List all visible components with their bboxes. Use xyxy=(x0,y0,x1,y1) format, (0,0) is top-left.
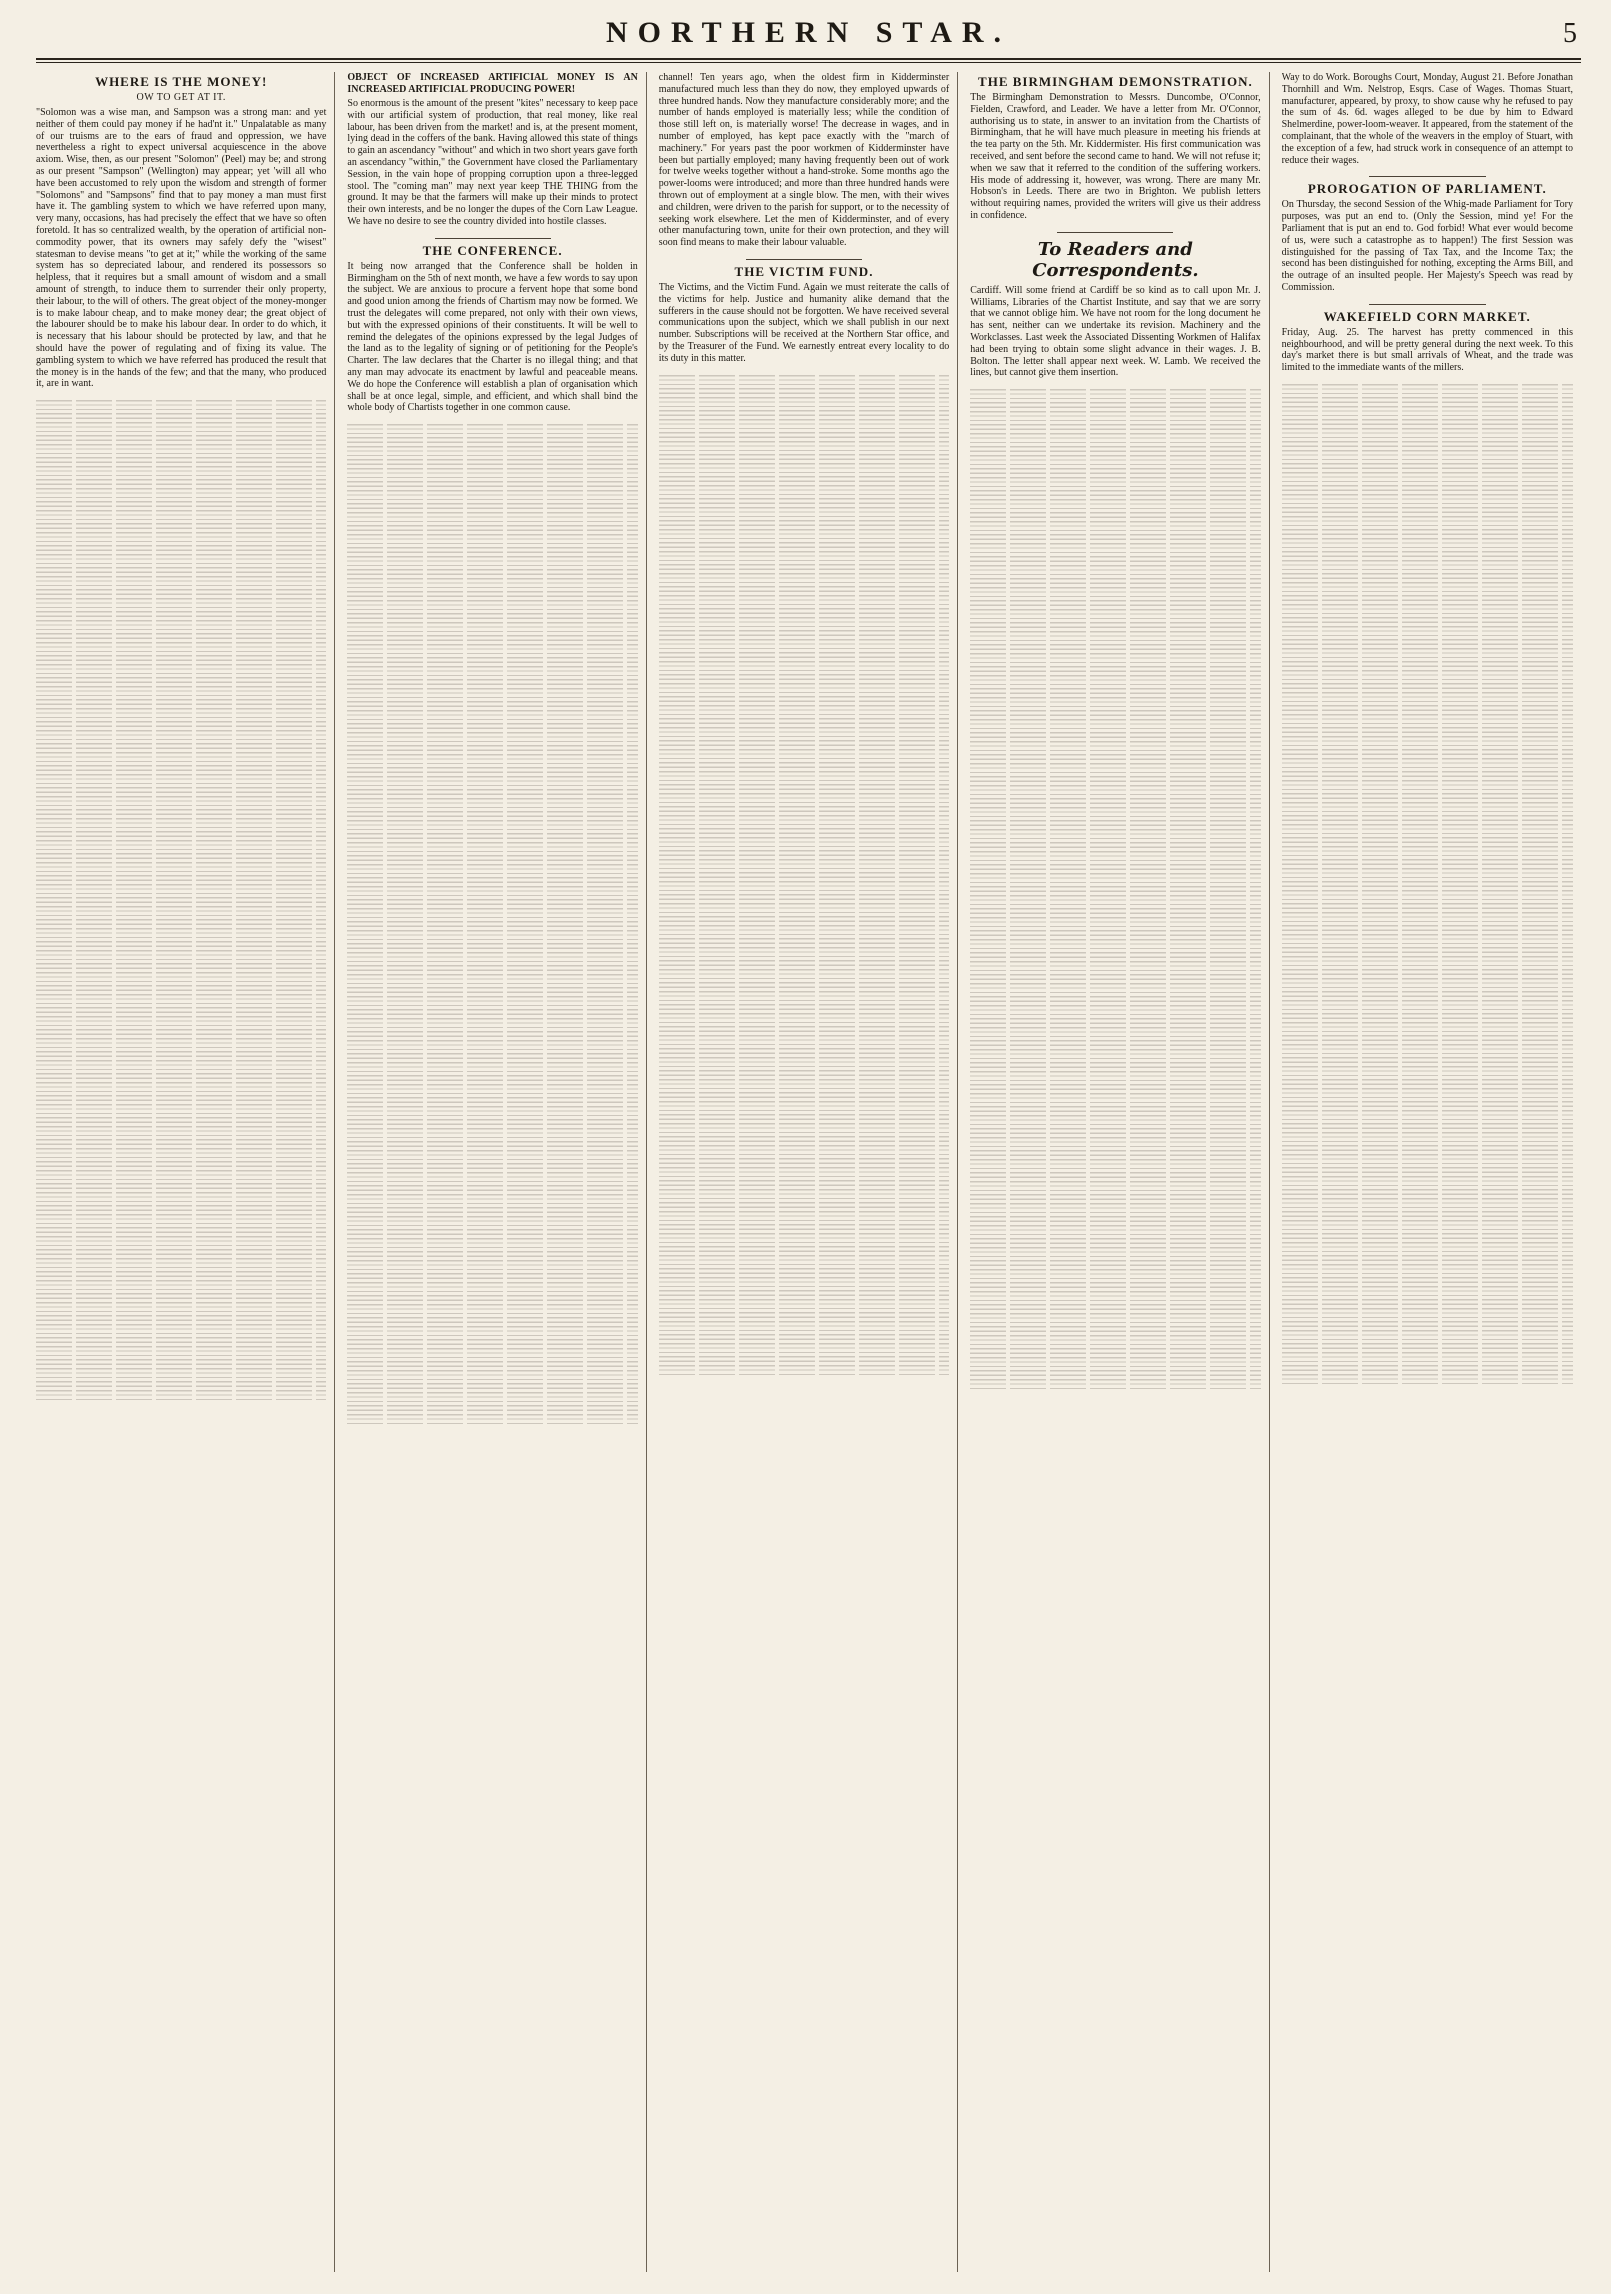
column-text-continuation xyxy=(347,424,637,1424)
article-subhead: OW TO GET AT IT. xyxy=(136,92,226,103)
article-body: Friday, Aug. 25. The harvest has pretty commenced in this neighbourhood, and will be pretty general during the next week. To this day's market there is but small arrivals of Wheat, and the trade was limited to the immediate wants of the millers. xyxy=(1281,326,1573,374)
article xyxy=(659,72,949,249)
masthead-rule xyxy=(36,58,1581,60)
divider xyxy=(435,238,551,239)
column-text-continuation xyxy=(1282,384,1573,1384)
article-body: Way to do Work. Boroughs Court, Monday, August 21. Before Jonathan Thornhill and Wm. Nelstrop, Esqrs. Case of Wages. Thomas Stuart, manufacturer, appeared, by proxy, to show cause why he refused to pay the sum of 4s. 6d. wages alleged to be due by him to Edward Shelmerdine, power-loom-weaver. It appeared, from the statement of the complainant, that the whole of the weavers in the employ of Stuart, with the exception of a few, had struck work in consequence of an attempt to reduce their wages. xyxy=(1281,72,1573,166)
article-body: It being now arranged that the Conference shall be holden in Birmingham on the 5th of next month, we have a few words to say upon the subject. We are anxious to procure a fervent hope that some bond and good union among the friends of Chartism may now be formed. We trust the delegates will come prepared, not only with their own views, but with the expressed opinions of their constituents. It will be well to remind the delegates of the opinions expressed by the legal Judges of the land as to the legality of signing or of petitioning for the People's Charter. The law declares that the Charter is no illegal thing; and that any man may advocate its enactment by lawful and peaceable means. We do hope the Conference will establish a plan of organisation which shall be at once legal, simple, and efficient, and which shall bind the whole body of Chartists together in one common cause. xyxy=(347,260,638,414)
article-body: Cardiff. Will some friend at Cardiff be so kind as to call upon Mr. J. Williams, Libraries of the Chartist Institute, and say that we are sorry that we cannot oblige him. We have not room for the long document he has sent, neither can we undertake its revision. Machinery and the Workclasses. Last week the Associated Dissenting Workmen of Halifax had been trying to obtain some slight advance in their wages. J. B. Bolton. The letter shall appear next week. W. Lamb. We received the lines, but cannot give them insertion. xyxy=(970,284,1261,379)
article-body: On Thursday, the second Session of the Whig-made Parliament for Tory purposes, was put an end to. (Only the Session, mind ye! For the Parliament that is put an end to. God forbid! What ever would become of us, were such a catastrophe as to happen!) The first Session was distinguished for the passing of Tax Tax, and the Income Tax; the second has been distinguished for nothing, excepting the Arms Bill, and the outrage of an insulted people. Her Majesty's Speech was read by Commission. xyxy=(1281,199,1573,293)
article xyxy=(970,239,1260,379)
column-2 xyxy=(347,72,646,2272)
column-text-continuation xyxy=(659,375,949,1375)
column-5 xyxy=(1282,72,1581,2272)
article-body: channel! Ten years ago, when the oldest firm in Kidderminster manufactured much less than they do now, they employed upwards of three hundred hands. Now they manufacture considerably more; and the number of hands employed is materially less; while the condition of those still left on, is materially worse! The decrease in wages, and in number of employed, has kept pace exactly with the "march of machinery." For years past the poor workmen of Kidderminster have been but partially employed; many having frequently been out of work for twelve weeks together without a hand-stroke. Some months ago the power-looms were introduced; and more than three hundred hands were thrown out of employment at a single blow. The men, with their wives and children, were driven to the parish for support, or to the necessity of seeking work elsewhere. Let the men of Kidderminster, and of every other manufacturing town, unite for their own protection, and they will soon find means to make their labour valuable. xyxy=(658,72,950,249)
article-headline: WAKEFIELD CORN MARKET. xyxy=(1323,308,1531,324)
newspaper-columns xyxy=(36,72,1581,2272)
article-body: The Victims, and the Victim Fund. Again we must reiterate the calls of the victims for help. Justice and humanity alike demand that the sufferers in the cause should not be forgotten. We have received several communications upon the subject, which we shall publish in our next number. Subscriptions will be received at the Northern Star office, and by the Treasurer of the Fund. We earnestly entreat every locality to do its duty in this matter. xyxy=(658,281,950,364)
section-heading: To Readers and Correspondents. xyxy=(1032,238,1199,281)
column-1 xyxy=(36,72,335,2272)
article-body: "Solomon was a wise man, and Sampson was a strong man: and yet neither of them could pay money if he had'nt it." Unpalatable as many of our truisms are to the ears of fraud and oppression, we have nevertheless a right to expect universal acquiescence in the above axiom. Wise, then, as our present "Solomon" (Peel) may be; and strong as our present "Sampson" (Wellington) may appear; yet 'will all who have been accustomed to rely upon the wisdom and strength of former "Solomons" and "Sampsons" find that to pay money a man must first have it. The gambling system to which we have referred upon many, very many, occasions, has had precisely the effect that we have so often foretold. It has so centralized wealth, by the operation of artificial non-commodity power, that its owners may safely defy the "wisest" statesman to devise means "to get at it;" while the working of the same system has so depreciated labour, and rendered its possessors so helpless, that it requires but a small amount of wisdom and a small amount of strength, to induce them to surrender their only property, their labour, to the will of others. The great object of the money-monger is to make labour cheap, and to make money dear; the great object of the labourer should be to make his labour dear. In order to do which, it is necessary that his labour should be protected by law, and that he should have the power of regulating and of fixing its value. The gambling system to which we have referred has produced the result that the money is in the hands of the few; and that the many, who produced it, are in want. xyxy=(36,107,327,390)
newspaper-title: NORTHERN STAR. xyxy=(605,16,1012,49)
article xyxy=(1282,72,1573,166)
article-dek: OBJECT OF INCREASED ARTIFICIAL MONEY IS AN INCREASED ARTIFICIAL PRODUCING POWER! xyxy=(347,72,638,95)
article-headline: THE CONFERENCE. xyxy=(422,242,563,258)
article xyxy=(659,264,949,365)
article xyxy=(347,243,637,414)
article-headline: WHERE IS THE MONEY! xyxy=(95,74,268,89)
masthead xyxy=(36,14,1581,54)
divider xyxy=(1369,304,1486,305)
divider xyxy=(1369,176,1486,177)
page-number: 5 xyxy=(1563,18,1577,49)
column-4 xyxy=(970,72,1269,2272)
article xyxy=(1282,181,1573,293)
article xyxy=(1282,309,1573,374)
divider xyxy=(1057,232,1173,233)
article-body: So enormous is the amount of the present "kites" necessary to keep pace with our artificial system of production, that real money, like real labour, has been driven from the market! and is, at the present moment, lying dead in the coffers of the bank. Having allowed this state of things to gain an ascendancy "without" and which in two short years gave forth an ascendancy "within," the Government have closed the Parliamentary Session, in the vain hope of propping corruption upon a three-legged stool. The "coming man" may next year keep THE THING from the ground. It may be that the farmers will make up their minds to protect their own interests, and be no longer the dupes of the Corn Law League. We have no desire to see the country divided into hostile classes. xyxy=(347,98,638,227)
column-text-continuation xyxy=(970,389,1260,1389)
article xyxy=(970,74,1260,222)
article-body: The Birmingham Demonstration to Messrs. Duncombe, O'Connor, Fielden, Crawford, and Leader. We have a letter from Mr. O'Connor, authorising us to state, in answer to an invitation from the Chartists of Birmingham, that he will have much pleasure in meeting his friends at the tea party on the 5th. Mr. Kiddermister. His first communication was received, and sent before the second came to hand. We will not refuse it; when we saw that it referred to the condition of the suffering workers. His mode of addressing it, however, was wrong. There are many Mr. Hobson's in Leeds. There are two in Brighton. We publish letters without requiring names, provided the writers will give us their address in confidence. xyxy=(970,92,1261,221)
article-headline: THE BIRMINGHAM DEMONSTRATION. xyxy=(978,74,1253,89)
article xyxy=(36,74,326,390)
article-headline: PROROGATION OF PARLIAMENT. xyxy=(1307,181,1547,197)
article xyxy=(347,72,637,228)
column-3 xyxy=(659,72,958,2272)
article-headline: THE VICTIM FUND. xyxy=(734,263,874,279)
column-text-continuation xyxy=(36,400,326,1400)
masthead-rule-thin xyxy=(36,62,1581,63)
divider xyxy=(746,259,862,260)
